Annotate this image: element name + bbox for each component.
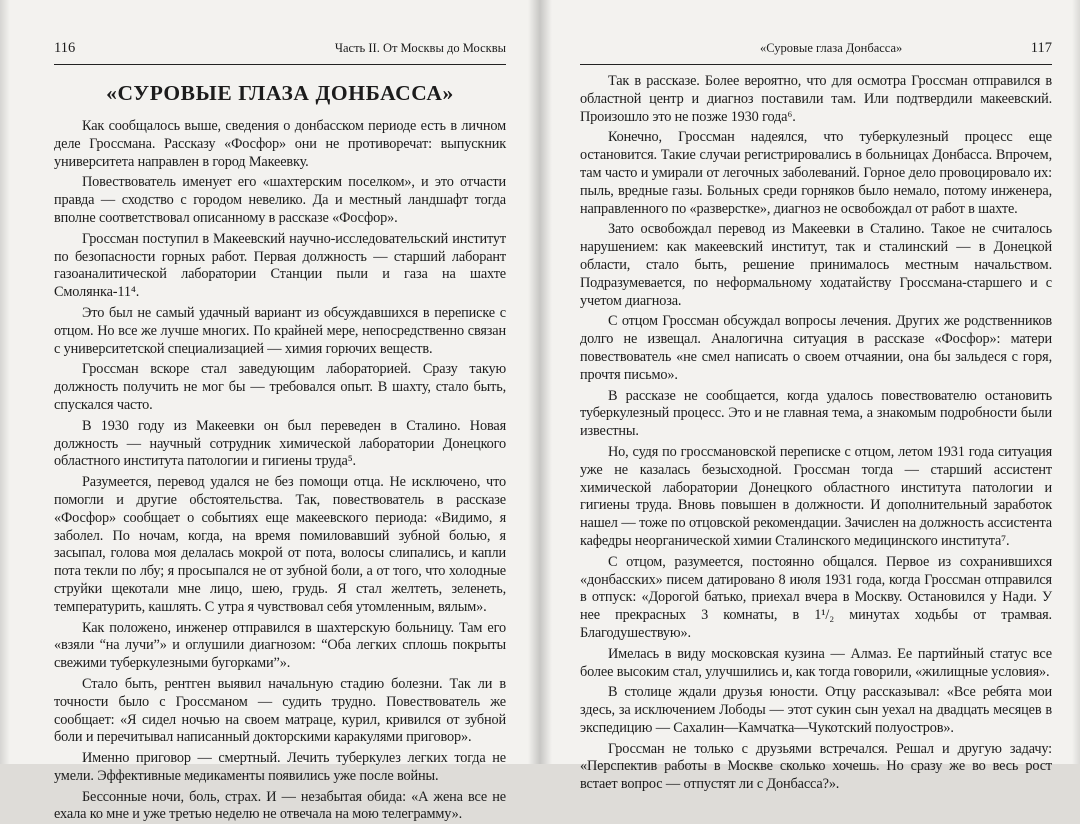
paragraph: Зато освобождал перевод из Макеевки в Сталино. Такое не считалось нарушением: как макеевский институт, так и сталинский — в Донецкой области, стало быть, решение принималось местным начальством. Подразумевается, по неформальному ходатайству Гроссмана-старшего и с учетом диагноза. [580,221,1052,309]
paragraph: В рассказе не сообщается, когда удалось повествователю остановить туберкулезный процесс. Это и не главная тема, а знакомым подробности были известны. [580,387,1052,440]
book-spine-gutter [528,0,552,764]
left-edge-shadow [0,0,10,764]
paragraph: Гроссман поступил в Макеевский научно-исследовательский институт по безопасности горных работ. Первая должность — старший лаборант газоаналитической лаборатории Станции пыли и газа на шахте Смолянка-11⁴. [54,230,506,301]
paragraph: Именно приговор — смертный. Лечить туберкулез легких тогда не умели. Эффективные медикаменты появились уже после войны. [54,750,506,784]
paragraph: С отцом Гроссман обсуждал вопросы лечения. Других же родственников долго не извещал. Аналогична ситуация в рассказе «Фосфор»: матери повествователь «не смел написать о своем отчаянии, она бы зальдеся с горя, прочтя письмо». [580,313,1052,383]
paragraph: С отцом, разумеется, постоянно общался. Первое из сохранившихся «донбасских» писем датировано 8 июля 1931 года, когда Гроссман отправился в отпуск: «Дорогой батько, приехал вчера в Москву. Остановился у Нади. У нее прекрасных 3 комнаты, в 1¹/₂ минутах ходьбы от трамвая. Благодушествую». [580,553,1052,641]
left-page [0,0,540,823]
left-running-head [54,38,506,65]
right-page-number: 117 [1030,40,1052,56]
paragraph: Так в рассказе. Более вероятно, что для осмотра Гроссман отправился в областной центр и диагноз поставили там. Или подтвердили макеевский. Произошло это не позже 1930 года⁶. [580,73,1052,125]
paragraph: Разумеется, перевод удался не без помощи отца. Не исключено, что помогли и другие обстоятельства. Так, повествователь в рассказе «Фосфор» сообщает о событиях еще макеевского периода: «Видимо, я заболел. По ночам, когда, на время помиловавший зубной болью, я засыпал, голова моя делалась мокрой от пота, волосы слипались, и капли пота текли по лбу; я просыпался не от зубной боли, а от того, что холодные струйки щекотали мне лицо, шею, грудь. Я стал желтеть, зеленеть, температурить, кашлять. С утра я чувствовал себя утомленным, вялым». [54,474,506,615]
left-page-number: 116 [54,40,76,56]
paragraph: Гроссман вскоре стал заведующим лабораторией. Сразу такую должность получить не мог бы — требовался опыт. В шахту, стало быть, спускался часто. [54,361,506,413]
right-running-title: «Суровые глаза Донбасса» [760,41,903,55]
right-running-head [580,38,1052,65]
paragraph: Как сообщалось выше, сведения о донбасском периоде есть в личном деле Гроссмана. Рассказу «Фосфор» они не противоречат: выпускник университета направлен в город Макеевку. [54,118,506,170]
paragraph: Но, судя по гроссмановской переписке с отцом, летом 1931 года ситуация уже не казалась безысходной. Гроссман тогда — старший ассистент химической лаборатории Донецкого областного института патологии и гигиены труда. Вновь повышен в должности. И дополнительный заработок нашел — тоже по отцовской рекомендации. Зачислен на должность ассистента кафедры неорганической химии Сталинского медицинского института⁷. [580,443,1052,549]
paragraph: В столице ждали друзья юности. Отцу рассказывал: «Все ребята мои здесь, за исключением Лободы — этот сукин сын уехал на двадцать месяцев в экспедицию — Сахалин—Камчатка—Чукотский полуостров». [580,684,1052,736]
paragraph: Бессонные ночи, боль, страх. И — незабытая обида: «А жена все не ехала ко мне и уже третью неделю не отвечала на мою телеграмму». [54,788,506,823]
right-edge-shadow [1072,0,1080,764]
right-page [540,0,1080,793]
paragraph: Конечно, Гроссман надеялся, что туберкулезный процесс еще остановится. Такие случаи регистрировались в больницах Донбасса. Впрочем, там часто и умирали от легочных заболеваний. Горное дело провоцировало их: пыль, вредные газы. Больных среди горняков было немало, потому инженера, направленного по «разверстке», диагноз не освобождал от работ в шахте. [580,129,1052,217]
left-running-title: Часть II. От Москвы до Москвы [334,41,506,55]
left-page-text [54,118,506,824]
paragraph: В 1930 году из Макеевки он был переведен в Сталино. Новая должность — научный сотрудник химической лаборатории Донецкого областного института патологии и гигиены труда⁵. [54,417,506,470]
paragraph: Это был не самый удачный вариант из обсуждавшихся в переписке с отцом. Но все же лучше многих. По крайней мере, непосредственно связан с университетской специализацией — химия горючих веществ. [54,304,506,357]
paragraph: Стало быть, рентген выявил начальную стадию болезни. Так ли в точности было с Гроссманом — судить трудно. Повествователь же сообщает: «Я сидел ночью на своем матраце, курил, кривился от зубной боли и перечитывал написанный докторскими каракулями приговор». [54,675,506,746]
right-page-text [580,73,1052,794]
paragraph: Повествователь именует его «шахтерским поселком», и это отчасти правда — сходство с городом невелико. Да и местный ландшафт тогда вполне соответствовал описанному в рассказе «Фосфор». [54,174,506,226]
paragraph: Как положено, инженер отправился в шахтерскую больницу. Там его «взяли “на лучи”» и оглушили диагнозом: “Оба легких сплошь покрыты свежими туберкулезными бугорками”». [54,619,506,672]
paragraph: Гроссман не только с друзьями встречался. Решал и другую задачу: «Перспектив работы в Москве сколько хочешь. Но сразу же во весь рост встает вопрос — отпустят ли с Донбасса?». [580,740,1052,793]
paragraph: Имелась в виду московская кузина — Алмаз. Ее партийный статус все более высоким стал, улучшились и, как тогда говорили, «жилищные условия». [580,645,1052,680]
chapter-title: «СУРОВЫЕ ГЛАЗА ДОНБАССА» [106,81,454,105]
